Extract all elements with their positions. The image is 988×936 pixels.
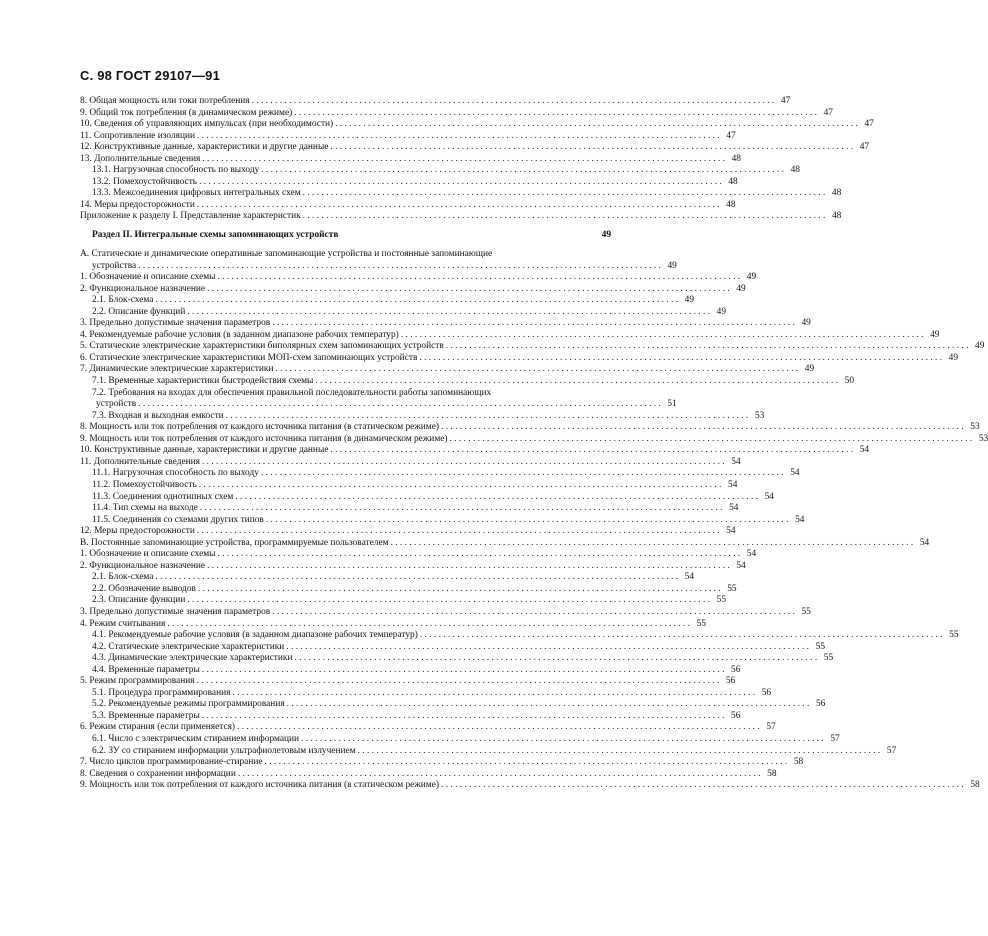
toc-page-number: 54 xyxy=(919,537,930,548)
toc-entry xyxy=(80,722,776,734)
toc-page-number: 48 xyxy=(831,188,842,199)
toc-entry xyxy=(80,130,736,143)
toc-entry xyxy=(80,757,804,769)
toc-entry-title: 10. Сведения об управляющих импульсах (при необходимости) xyxy=(80,119,334,130)
toc-page-number: 56 xyxy=(725,676,736,687)
toc-entry xyxy=(80,422,980,434)
toc-page-number: 54 xyxy=(728,479,738,490)
toc-page-number: 49 xyxy=(684,295,695,306)
toc-entry-title: 13. Дополнительные сведения xyxy=(80,153,201,164)
toc-page-number: 47 xyxy=(823,107,833,118)
toc-entry-title: 7.2. Требования на входах для обеспечения правильной последовательности работы запоминающих xyxy=(92,387,492,398)
toc-page-number: 53 xyxy=(978,433,988,444)
toc-entry-title: 7.3. Входная и выходная емкости xyxy=(92,410,224,421)
toc-entry-title: 5. Статические электрические характеристики биполярных схем запоминающих устройств xyxy=(80,341,444,352)
toc-entry-title: 1. Обозначение и описание схемы xyxy=(80,272,216,283)
toc-page-number: 49 xyxy=(930,329,940,340)
toc-entry-title: 12. Меры предосторожности xyxy=(80,526,195,537)
toc-leader-dots xyxy=(207,284,730,296)
toc-leader-dots xyxy=(187,307,710,319)
toc-entry xyxy=(80,211,842,223)
toc-entry-title: 7.1. Временные характеристики быстродействия схемы xyxy=(92,376,314,387)
toc-page-number: 49 xyxy=(804,364,815,375)
table-of-contents xyxy=(80,96,988,792)
toc-page-number: 54 xyxy=(729,503,739,514)
toc-page-number: 54 xyxy=(736,560,746,571)
toc-entry-title: 2. Функциональное назначение xyxy=(80,283,206,294)
toc-entry xyxy=(80,283,746,296)
toc-entry-title: 7. Динамические электрические характеристики xyxy=(80,364,274,375)
toc-entry-title: 11.3. Соединения однотипных схем xyxy=(92,491,234,502)
toc-entry-title: Раздел II. Интегральные схемы запоминающих устройств xyxy=(92,230,339,241)
toc-entry-title: 3. Предельно допустимые значения параметров xyxy=(80,318,271,329)
toc-entry xyxy=(80,503,739,515)
toc-leader-dots xyxy=(441,422,964,434)
toc-leader-dots xyxy=(391,538,914,550)
toc-page-number: 47 xyxy=(859,142,870,153)
toc-leader-dots xyxy=(202,154,725,166)
toc-leader-dots xyxy=(202,457,725,469)
toc-leader-dots xyxy=(155,572,678,584)
toc-entry xyxy=(80,514,805,527)
toc-entry-title: 4.4. Временные параметры xyxy=(92,664,200,675)
toc-entry-title: 14. Меры предосторожности xyxy=(80,199,195,210)
toc-entry-title: 11.2. Помехоустойчивость xyxy=(92,479,197,490)
toc-entry-title: 6. Режим стирания (если применяется) xyxy=(80,722,236,733)
toc-entry xyxy=(80,376,854,388)
toc-page-number: 54 xyxy=(731,456,741,467)
toc-page-number: 56 xyxy=(731,710,741,721)
toc-entry-title: 2.2. Описание функций xyxy=(92,306,186,317)
toc-leader-dots xyxy=(138,399,661,411)
toc-leader-dots xyxy=(450,434,973,446)
toc-entry-title: устройств xyxy=(96,399,137,410)
toc-leader-dots xyxy=(187,595,710,607)
toc-leader-dots xyxy=(303,188,826,200)
toc-page-number: 54 xyxy=(859,445,870,456)
toc-entry xyxy=(80,699,826,711)
toc-entry-title: 8. Сведения о сохранении информации xyxy=(80,768,236,779)
toc-entry-title: 11.1. Нагрузочная способность по выходу xyxy=(92,468,259,479)
toc-entry xyxy=(80,260,677,273)
toc-entry xyxy=(80,188,842,200)
toc-page-number: 48 xyxy=(831,211,842,222)
toc-entry xyxy=(80,249,611,261)
toc-entry-title: 1. Обозначение и описание схемы xyxy=(80,549,216,560)
page-header: С. 98 ГОСТ 29107—91 xyxy=(80,68,221,83)
toc-page-number: 50 xyxy=(844,376,854,387)
toc-entry-title: 9. Мощность или ток потребления от каждого источника питания (в статическом режиме) xyxy=(80,780,440,791)
toc-page-number: 49 xyxy=(667,260,677,271)
toc-leader-dots xyxy=(232,688,755,700)
toc-leader-dots xyxy=(330,142,853,154)
toc-page-number: 49 xyxy=(736,283,746,294)
toc-page-number: 56 xyxy=(761,687,772,698)
toc-leader-dots xyxy=(294,108,817,120)
toc-entry xyxy=(80,676,736,688)
toc-leader-dots xyxy=(315,376,838,388)
toc-entry xyxy=(80,176,738,189)
toc-entry-title: 2.1. Блок-схема xyxy=(92,295,154,306)
toc-entry xyxy=(80,329,940,342)
toc-entry-title: 11.4. Тип схемы на выходе xyxy=(92,503,198,514)
toc-page-number: 48 xyxy=(726,199,736,210)
toc-entry xyxy=(80,153,741,166)
toc-entry-title: 13.3. Межсоединения цифровых интегральных схем xyxy=(92,188,301,199)
toc-leader-dots xyxy=(238,769,761,781)
toc-page-number: 57 xyxy=(886,745,897,756)
toc-page-number: 49 xyxy=(716,306,726,317)
toc-entry xyxy=(80,295,695,307)
toc-leader-dots xyxy=(202,665,725,677)
toc-entry-title: 13.2. Помехоустойчивость xyxy=(92,176,198,187)
toc-leader-dots xyxy=(295,653,818,665)
toc-entry-title: 11. Сопротивление изоляции xyxy=(80,130,195,141)
toc-leader-dots xyxy=(167,619,690,631)
toc-page-number: 54 xyxy=(764,491,774,502)
toc-entry-title: 8. Общая мощность или токи потребления xyxy=(80,96,250,106)
toc-entry xyxy=(80,606,811,619)
toc-page-number: 55 xyxy=(716,595,726,606)
toc-entry-title: 4. Режим считывания xyxy=(80,618,166,629)
toc-page-number: 55 xyxy=(949,630,959,641)
toc-entry xyxy=(80,710,741,723)
toc-page-number: 56 xyxy=(731,664,741,675)
toc-page-number: 47 xyxy=(864,119,874,130)
toc-page-number: 53 xyxy=(754,410,765,421)
toc-page-number: 55 xyxy=(727,583,737,594)
toc-entry xyxy=(80,223,611,249)
toc-page-number: 54 xyxy=(790,468,800,479)
toc-entry-title: А. Статические и динамические оперативные запоминающие устройства и постоянные запоминающие xyxy=(80,249,493,260)
toc-leader-dots xyxy=(275,364,798,376)
toc-page-number: 54 xyxy=(795,514,805,525)
toc-entry xyxy=(80,560,746,573)
toc-entry xyxy=(80,526,736,538)
toc-entry xyxy=(80,399,677,411)
toc-entry-title: Приложение к разделу I. Представление характеристик xyxy=(80,211,301,222)
toc-entry-title: 9. Общий ток потребления (в динамическом режиме) xyxy=(80,107,293,118)
toc-leader-dots xyxy=(286,642,809,654)
toc-leader-dots xyxy=(197,676,720,688)
toc-entry-title: 6. Статические электрические характеристики МОП-схем запоминающих устройств xyxy=(80,352,418,363)
toc-leader-dots xyxy=(330,445,853,457)
toc-leader-dots xyxy=(202,711,725,723)
toc-entry-title: 5.1. Процедура программирования xyxy=(92,687,231,698)
toc-leader-dots xyxy=(199,177,722,189)
toc-leader-dots xyxy=(199,480,722,492)
toc-leader-dots xyxy=(226,411,749,423)
toc-entry-title: 11.5. Соединения со схемами других типов xyxy=(92,514,264,525)
toc-entry xyxy=(80,583,737,596)
toc-entry-title: 2. Функциональное назначение xyxy=(80,560,206,571)
toc-entry xyxy=(80,479,738,492)
toc-entry xyxy=(80,341,985,353)
toc-entry-title: B. Постоянные запоминающие устройства, программируемые пользователем xyxy=(80,537,389,548)
toc-entry-title: 4.1. Рекомендуемые рабочие условия (в заданном диапазоне рабочих температур) xyxy=(92,630,418,641)
toc-entry xyxy=(80,630,959,642)
toc-entry-title: 4.2. Статические электрические характеристики xyxy=(92,641,285,652)
toc-entry-title: устройства xyxy=(92,260,137,271)
toc-entry xyxy=(80,491,774,504)
toc-leader-dots xyxy=(217,549,740,561)
toc-leader-dots xyxy=(197,131,720,143)
toc-entry-title: 12. Конструктивные данные, характеристики и другие данные xyxy=(80,142,329,153)
toc-entry-title: 5. Режим программирования xyxy=(80,676,195,687)
toc-page-number: 48 xyxy=(790,165,800,176)
toc-page-number: 51 xyxy=(667,399,677,410)
toc-leader-dots xyxy=(272,318,795,330)
toc-leader-dots xyxy=(287,699,810,711)
toc-page-number: 49 xyxy=(746,272,757,283)
toc-leader-dots xyxy=(207,561,730,573)
toc-page-number: 55 xyxy=(801,606,811,617)
toc-page-number: 58 xyxy=(767,768,777,779)
toc-entry xyxy=(80,119,874,131)
toc-page-number: 57 xyxy=(766,722,776,733)
toc-page-number: 58 xyxy=(793,757,804,768)
toc-leader-dots xyxy=(235,492,758,504)
toc-entry xyxy=(80,165,800,177)
toc-leader-dots xyxy=(401,330,924,342)
toc-page-number: 49 xyxy=(975,341,985,352)
toc-leader-dots xyxy=(301,734,824,746)
toc-leader-dots xyxy=(265,757,788,769)
toc-leader-dots xyxy=(419,353,942,365)
toc-leader-dots xyxy=(155,295,678,307)
toc-leader-dots xyxy=(217,272,740,284)
toc-page-number: 54 xyxy=(746,549,757,560)
toc-entry-title: 4. Рекомендуемые рабочие условия (в заданном диапазоне рабочих температур) xyxy=(80,329,399,340)
toc-entry xyxy=(80,272,757,284)
toc-entry xyxy=(80,96,791,108)
toc-page-number: 54 xyxy=(684,572,695,583)
toc-page-number: 54 xyxy=(726,526,736,537)
toc-page-number: 55 xyxy=(815,641,825,652)
toc-leader-dots xyxy=(200,503,723,515)
toc-leader-dots xyxy=(303,211,826,223)
toc-page-number: 57 xyxy=(830,733,840,744)
toc-entry-title: 8. Мощность или ток потребления от каждого источника питания (в статическом режиме) xyxy=(80,422,440,433)
toc-entry xyxy=(80,468,800,480)
toc-entry-title: 2.3. Описание функции xyxy=(92,595,186,606)
toc-entry-title: 5.2. Рекомендуемые режимы программирования xyxy=(92,699,285,710)
toc-page-number: 53 xyxy=(970,422,980,433)
toc-entry-title: 9. Мощность или ток потребления от каждого источника питания (в динамическом режиме) xyxy=(80,433,448,444)
toc-entry xyxy=(80,641,825,654)
toc-entry xyxy=(80,572,695,584)
toc-entry xyxy=(80,664,741,677)
toc-leader-dots xyxy=(261,468,784,480)
toc-entry-title: 11. Дополнительные сведения xyxy=(80,456,200,467)
toc-entry xyxy=(80,410,765,423)
toc-leader-dots xyxy=(446,341,969,353)
toc-entry xyxy=(80,780,980,792)
toc-leader-dots xyxy=(272,607,795,619)
toc-entry xyxy=(80,142,870,154)
toc-leader-dots xyxy=(237,722,760,734)
toc-page-number: 55 xyxy=(696,618,706,629)
toc-entry xyxy=(80,352,959,365)
toc-page-number: 55 xyxy=(823,653,834,664)
toc-entry-title: 6.2. ЗУ со стиранием информации ультрафиолетовым излучением xyxy=(92,745,356,756)
toc-entry xyxy=(80,618,706,631)
toc-page-number: 49 xyxy=(948,352,959,363)
toc-leader-dots xyxy=(198,584,721,596)
toc-entry xyxy=(80,433,988,446)
toc-entry xyxy=(80,318,811,330)
toc-leader-dots xyxy=(441,780,964,792)
toc-entry-title: 10. Конструктивные данные, характеристики и другие данные xyxy=(80,445,329,456)
toc-leader-dots xyxy=(261,165,784,177)
toc-page-number: 48 xyxy=(728,176,738,187)
toc-page-number: 56 xyxy=(815,699,826,710)
toc-leader-dots xyxy=(358,746,881,758)
toc-entry xyxy=(80,653,834,665)
toc-entry xyxy=(80,107,833,120)
toc-entry xyxy=(80,199,736,212)
toc-page-number: 47 xyxy=(780,96,791,106)
toc-leader-dots xyxy=(335,119,858,131)
toc-entry xyxy=(80,456,741,469)
toc-entry xyxy=(80,549,757,561)
toc-page-number: 47 xyxy=(726,130,736,141)
toc-entry xyxy=(80,768,777,781)
toc-entry xyxy=(80,733,840,746)
toc-page-number: 58 xyxy=(970,780,980,791)
toc-entry-title: 13.1. Нагрузочная способность по выходу xyxy=(92,165,260,176)
toc-page-number: 49 xyxy=(601,230,611,241)
toc-leader-dots xyxy=(420,630,943,642)
toc-entry xyxy=(80,595,726,607)
toc-entry xyxy=(80,687,772,700)
toc-leader-dots xyxy=(197,526,720,538)
toc-entry xyxy=(80,306,726,319)
toc-entry-title: 2.2. Обозначение выводов xyxy=(92,583,196,594)
toc-entry-title: 3. Предельно допустимые значения параметров xyxy=(80,606,271,617)
toc-leader-dots xyxy=(138,261,661,273)
toc-entry xyxy=(80,745,897,758)
toc-page-number: 49 xyxy=(801,318,811,329)
toc-entry xyxy=(80,537,930,550)
toc-leader-dots xyxy=(252,96,775,108)
toc-entry-title: 5.3. Временные параметры xyxy=(92,710,200,721)
toc-entry xyxy=(80,445,870,457)
toc-leader-dots xyxy=(266,515,789,527)
toc-leader-dots xyxy=(197,200,720,212)
toc-entry xyxy=(80,388,611,400)
toc-entry-title: 6.1. Число с электрическим стиранием информации xyxy=(92,733,300,744)
toc-page-number: 48 xyxy=(731,153,741,164)
toc-entry-title: 2.1. Блок-схема xyxy=(92,572,154,583)
toc-entry-title: 7. Число циклов программирование-стирание xyxy=(80,757,263,768)
toc-entry xyxy=(80,364,815,376)
toc-entry-title: 4.3. Динамические электрические характеристики xyxy=(92,653,293,664)
